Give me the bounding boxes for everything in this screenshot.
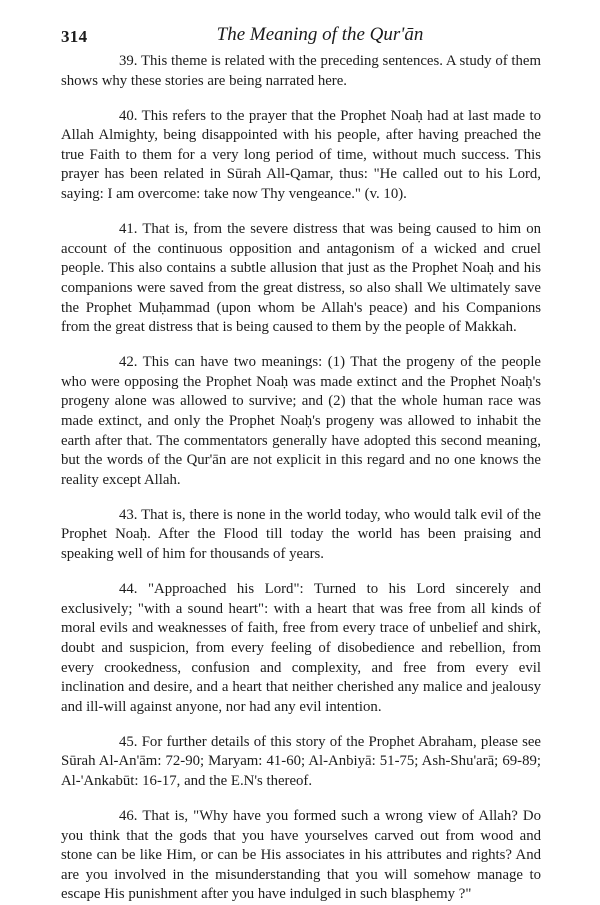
page-number: 314 (61, 27, 88, 46)
note-42: 42. This can have two meanings: (1) That the progeny of the people who were opposing the Prophet Noaḥ was made extinct and the Prophet Noaḥ's progeny alone was allowed to survive; and (2) that the whole human race was made extinct, and only the Prophet Noaḥ's progeny was allowed to inhabit the earth after that. The commentators generally have adopted this second meaning, but the words of the Qur'ān are not explicit in this regard and no one knows the reality except Allah. (61, 354, 541, 488)
note-43: 43. That is, there is none in the world today, who would talk evil of the Prophet Noaḥ. After the Flood till today the world has been praising and speaking well of him for thousands of years. (61, 506, 541, 563)
page-header (61, 24, 541, 48)
note-44: 44. "Approached his Lord": Turned to his Lord sincerely and exclusively; "with a sound heart": with a heart that was free from all kinds of moral evils and weaknesses of faith, free from every trace of unbelief and shirk, doubt and suspicion, from every feeling of disobedience and rebellion, from every crookedness, confusion and complexity, and free from every evil inclination and desire, and a heart that neither cherished any malice and jealousy and ill-will against anyone, nor had any evil intention. (61, 581, 541, 715)
explanatory-notes (61, 52, 541, 905)
note-41: 41. That is, from the severe distress that was being caused to him on account of the continuous opposition and antagonism of a wicked and cruel people. This also contains a subtle allusion that just as the Prophet Noaḥ and his companions were saved from the great distress, so also shall We ultimately save the Prophet Muḥammad (upon whom be Allah's peace) and his Companions from the great distress that is being caused to them by the people of Makkah. (61, 221, 541, 336)
note-45: 45. For further details of this story of the Prophet Abraham, please see Sūrah Al-An'ām: 72-90; Maryam: 41-60; Al-Anbiyā: 51-75; Ash-Shu'arā; 69-89; Al-'Ankabūt: 16-17, and the E.N's thereof. (61, 733, 541, 789)
note-46: 46. That is, "Why have you formed such a wrong view of Allah? Do you think that the gods that you have yourselves carved out from wood and stone can be like Him, or can be His associates in his attributes and rights? And are you involved in the misunderstanding that you will somehow manage to escape His punishment after you have indulged in such blasphemy ?" (61, 808, 541, 903)
note-40: 40. This refers to the prayer that the Prophet Noaḥ had at last made to Allah Almighty, being disappointed with his people, after having preached the true Faith to them for a very long period of time, without much success. This prayer has been related in Sūrah All-Qamar, thus: "He called out to his Lord, saying: I am overcome: take now Thy vengeance." (v. 10). (61, 107, 541, 203)
note-39: 39. This theme is related with the preceding sentences. A study of them shows why these stories are being narrated here. (61, 53, 541, 89)
running-title: The Meaning of the Qur'ān (216, 24, 424, 45)
